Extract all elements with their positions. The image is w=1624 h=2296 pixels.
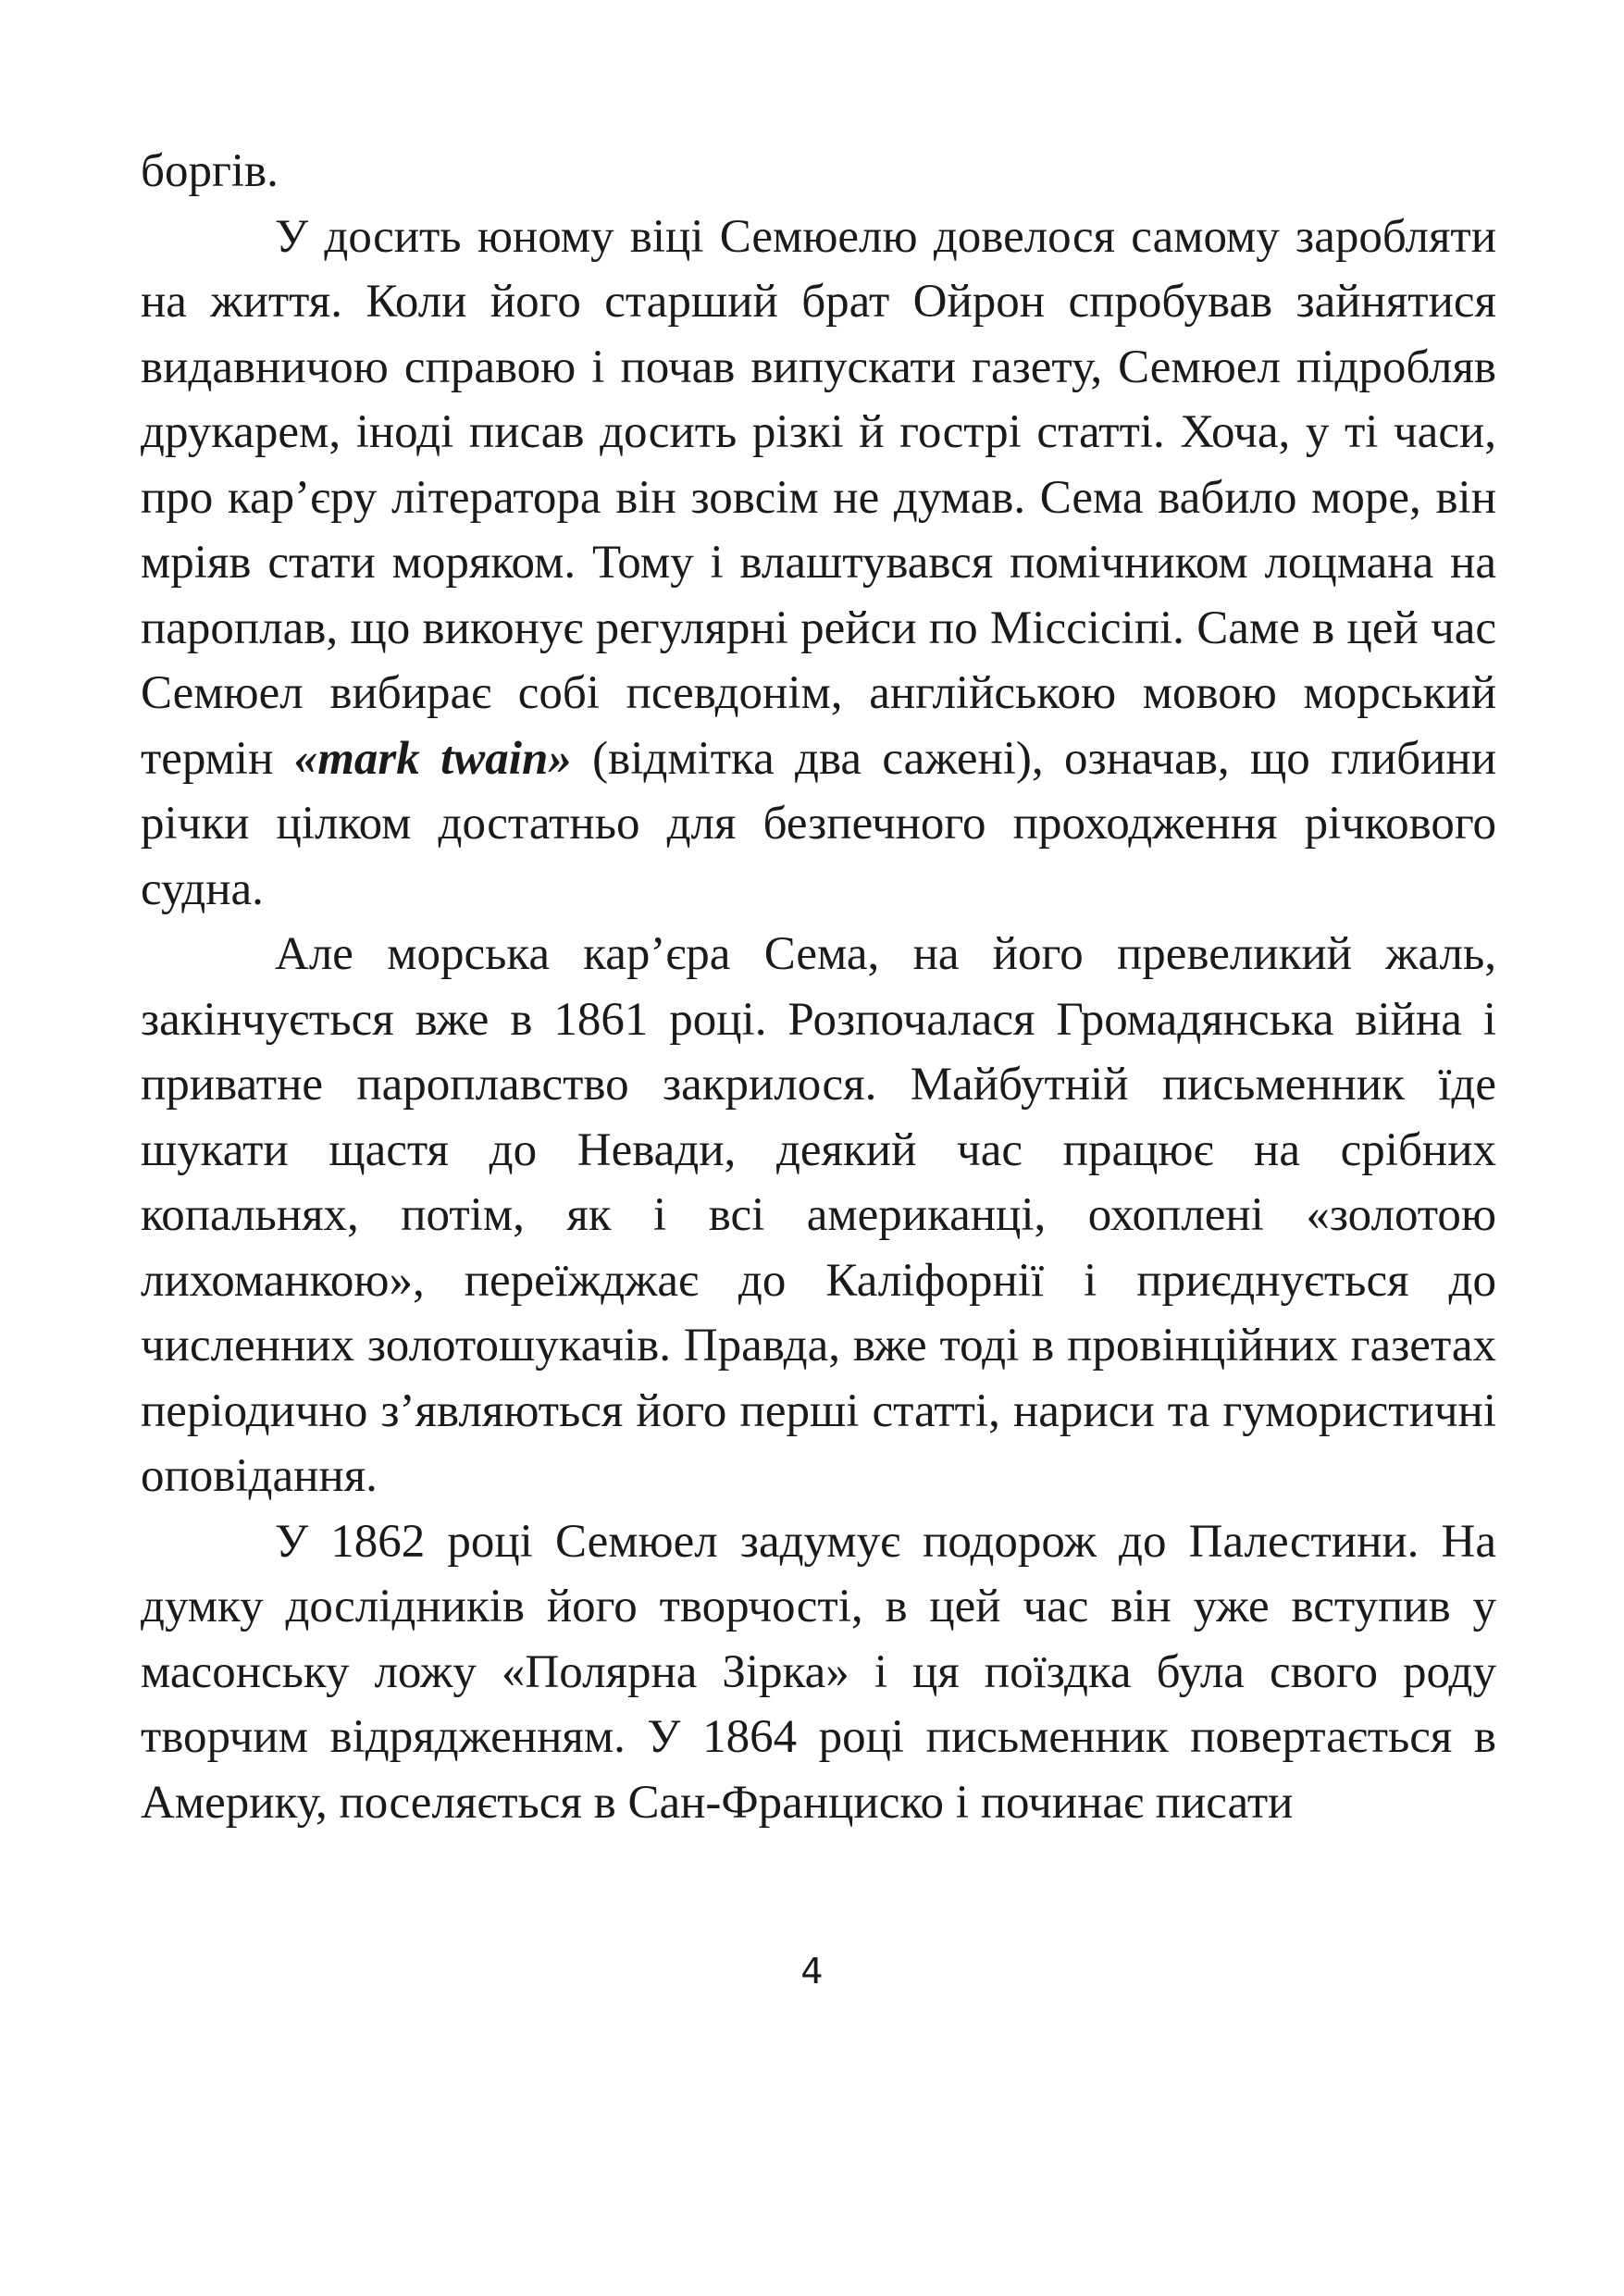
paragraph-text-after-term: (відмітка два сажені), означав, що глибини річки цілком достатньо для безпечного проходження річкового судна. xyxy=(141,732,1496,915)
body-text xyxy=(141,139,1496,1835)
paragraph-text: Але морська кар’єра Сема, на його превеликий жаль, закінчується вже в 1861 році. Розпочалася Громадянська війна і приватне пароплавство закрилося. Майбутній письменник їде шукати щастя до Невади, деякий час працює на срібних копальнях, потім, як і всі американці, охоплені «золотою лихоманкою», переїжджає до Каліфорнії і приєднується до численних золотошукачів. Правда, вже тоді в провінційних газетах періодично з’являються його перші статті, нариси та гумористичні оповідання. xyxy=(141,928,1496,1502)
page-number: 4 xyxy=(800,1951,824,1992)
paragraph-continuation xyxy=(141,139,1496,205)
paragraph xyxy=(141,1509,1496,1836)
paragraph xyxy=(141,205,1496,923)
pseudonym-term: «mark twain» xyxy=(293,732,572,785)
paragraph-text: У досить юному віці Семюелю довелося самому заробляти на життя. Коли його старший брат Ойрон спробував зайнятися видавничою справою і почав випускати газету, Семюел підробляв друкарем, іноді писав досить різкі й гострі статті. Хоча, у ті часи, про кар’єру літератора він зовсім не думав. Сема вабило море, він мріяв стати моряком. Тому і влаштувався помічником лоцмана на пароплав, що виконує регулярні рейси по Міссісіпі. Саме в цей час Семюел вибирає собі псевдонім, англійською мовою морський термін xyxy=(141,210,1496,785)
paragraph-text: боргів. xyxy=(141,145,279,197)
paragraph-text: У 1862 році Семюел задумує подорож до Палестини. На думку дослідників його творчості, в цей час він уже вступив у масонську ложу «Полярна Зірка» і ця поїздка була свого роду творчим відрядженням. У 1864 році письменник повертається в Америку, поселяється в Сан-Франциско і починає писати xyxy=(141,1515,1496,1829)
paragraph xyxy=(141,922,1496,1509)
